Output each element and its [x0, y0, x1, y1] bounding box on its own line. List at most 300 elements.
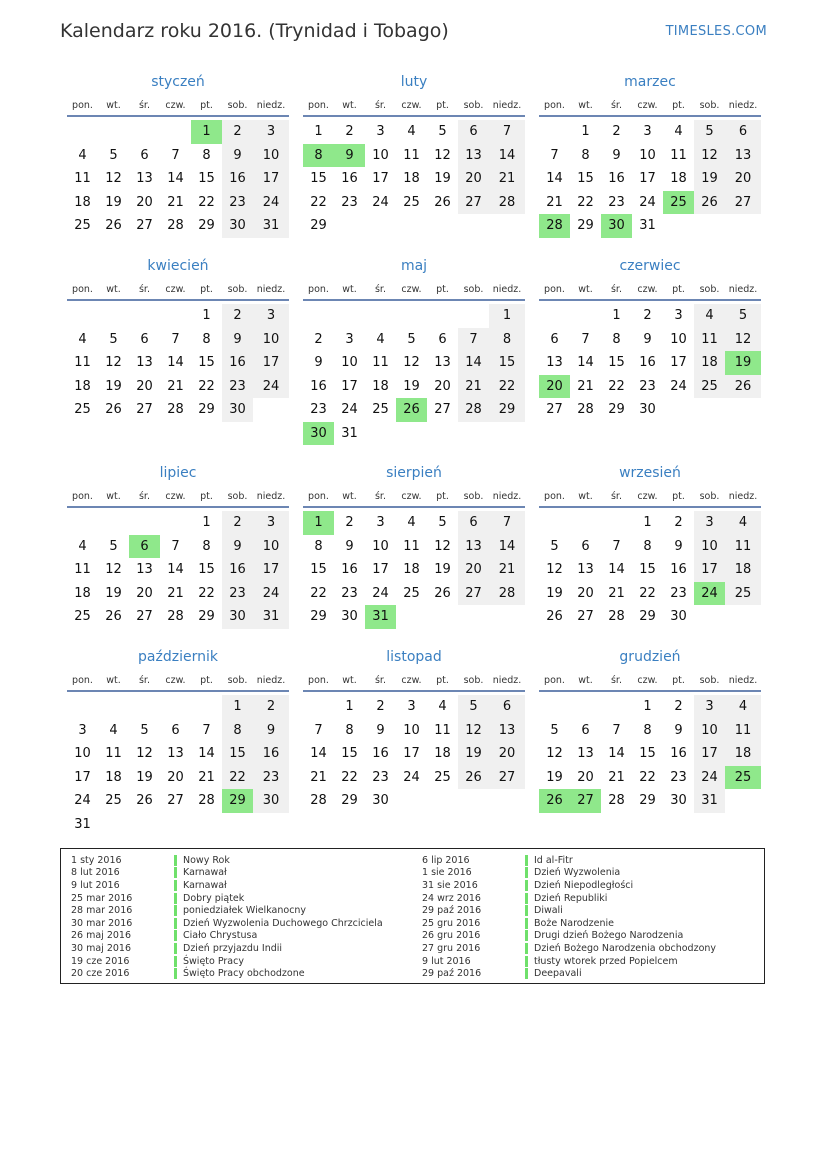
- week-row: [539, 191, 761, 215]
- day-cell: 25: [725, 766, 761, 790]
- day-cell: 21: [608, 585, 625, 601]
- weekday-label: niedz.: [492, 99, 522, 111]
- month-8: [303, 463, 525, 629]
- day-cell: 7: [458, 328, 489, 352]
- weekday-label: czw.: [165, 99, 186, 111]
- week-row: [539, 304, 761, 328]
- day-cell: 15: [222, 742, 253, 766]
- day-cell: 13: [577, 746, 594, 761]
- day-cell: 24: [694, 582, 725, 606]
- day-cell: 12: [546, 746, 563, 761]
- day-cell: 10: [403, 722, 420, 738]
- day-cell: 10: [253, 328, 289, 352]
- weekday-label: wt.: [342, 674, 357, 686]
- week-row: [67, 375, 289, 399]
- day-cell: 9: [345, 538, 354, 554]
- day-cell: 18: [725, 742, 761, 766]
- day-cell: 17: [372, 562, 389, 577]
- day-cell: 22: [639, 585, 656, 601]
- day-cell: 21: [310, 769, 327, 785]
- day-cell: [396, 789, 427, 813]
- day-cell: 28: [577, 402, 594, 417]
- weekday-label: sob.: [463, 490, 484, 502]
- day-cell: 4: [694, 304, 725, 328]
- holiday-entry: [71, 967, 383, 980]
- day-cell: 18: [694, 351, 725, 375]
- day-cell: 8: [612, 331, 621, 347]
- day-cell: 21: [577, 378, 594, 394]
- day-cell: 5: [458, 695, 489, 719]
- day-cell: 27: [546, 402, 563, 417]
- day-cell: 23: [608, 194, 625, 210]
- day-cell: 1: [612, 308, 621, 323]
- day-cell: [427, 422, 458, 446]
- day-cell: [396, 605, 427, 629]
- holiday-date: 1 sie 2016: [422, 867, 472, 879]
- day-cell: 4: [438, 699, 447, 714]
- holiday-entry: [71, 904, 383, 917]
- day-cell: 5: [109, 538, 118, 554]
- weekday-header: [303, 487, 525, 505]
- day-cell: 18: [372, 378, 389, 394]
- day-cell: [365, 214, 396, 238]
- day-cell: 26: [105, 402, 122, 417]
- day-cell: [67, 304, 98, 328]
- day-cell: 25: [372, 402, 389, 417]
- day-cell: 2: [222, 120, 253, 144]
- day-cell: 3: [78, 722, 87, 738]
- day-cell: 29: [639, 793, 656, 808]
- week-row: [67, 304, 289, 328]
- weekday-label: pt.: [672, 674, 685, 686]
- month-name: luty: [400, 74, 428, 90]
- day-cell: 15: [198, 562, 215, 577]
- holiday-marker: [174, 880, 177, 891]
- day-cell: 1: [489, 304, 525, 328]
- day-cell: [570, 511, 601, 535]
- holiday-name: Drugi dzień Bożego Narodzenia: [534, 930, 684, 942]
- weekday-label: pon.: [308, 283, 329, 295]
- day-cell: 26: [396, 398, 427, 422]
- day-cell: 24: [694, 766, 725, 790]
- day-cell: 11: [74, 171, 91, 186]
- day-cell: 4: [78, 147, 87, 163]
- day-cell: 30: [639, 402, 656, 417]
- week-row: [303, 167, 525, 191]
- day-cell: 5: [725, 304, 761, 328]
- weekday-label: niedz.: [492, 674, 522, 686]
- weekday-label: pt.: [200, 490, 213, 502]
- day-cell: 31: [74, 816, 91, 832]
- weekday-header: [539, 671, 761, 689]
- day-cell: 2: [222, 304, 253, 328]
- weekday-label: pon.: [72, 99, 93, 111]
- day-cell: 26: [725, 375, 761, 399]
- day-cell: 5: [694, 120, 725, 144]
- month-rule: [303, 299, 525, 301]
- holiday-marker: [174, 905, 177, 916]
- day-cell: 30: [303, 422, 334, 446]
- day-cell: [253, 398, 289, 422]
- day-cell: 4: [674, 124, 683, 139]
- day-cell: 11: [725, 535, 761, 559]
- day-cell: 29: [341, 793, 358, 808]
- day-cell: 13: [458, 535, 489, 559]
- day-cell: [458, 789, 489, 813]
- holiday-entry: [71, 854, 383, 867]
- day-cell: 28: [489, 191, 525, 215]
- day-cell: 10: [694, 719, 725, 743]
- month-4: [67, 256, 289, 422]
- holiday-legend: [60, 848, 765, 984]
- day-cell: 21: [608, 769, 625, 785]
- day-cell: 27: [725, 191, 761, 215]
- day-cell: 16: [253, 742, 289, 766]
- day-cell: [160, 695, 191, 719]
- day-cell: 14: [489, 144, 525, 168]
- week-row: [67, 511, 289, 535]
- day-cell: 27: [434, 402, 451, 417]
- day-cell: [725, 789, 761, 813]
- day-cell: 28: [167, 402, 184, 417]
- week-row: [539, 167, 761, 191]
- day-cell: 12: [725, 328, 761, 352]
- day-cell: 23: [639, 378, 656, 394]
- weekday-label: śr.: [610, 99, 622, 111]
- day-cell: 18: [74, 378, 91, 394]
- weekday-label: wt.: [342, 490, 357, 502]
- holiday-name: Dzień Republiki: [534, 892, 608, 904]
- day-cell: 21: [167, 378, 184, 394]
- week-row: [67, 328, 289, 352]
- day-cell: 6: [129, 535, 160, 559]
- day-cell: 7: [581, 331, 590, 347]
- holiday-date: 9 lut 2016: [71, 879, 120, 891]
- day-cell: [489, 214, 525, 238]
- day-cell: 28: [458, 398, 489, 422]
- weekday-label: śr.: [138, 490, 150, 502]
- day-cell: 25: [105, 793, 122, 808]
- day-cell: 24: [253, 375, 289, 399]
- day-cell: 22: [639, 769, 656, 785]
- holiday-date: 9 lut 2016: [422, 955, 471, 967]
- day-cell: 12: [105, 171, 122, 186]
- weekday-header: [303, 96, 525, 114]
- day-cell: 11: [434, 722, 451, 738]
- day-cell: 30: [372, 793, 389, 808]
- day-cell: 19: [434, 171, 451, 186]
- day-cell: 8: [345, 722, 354, 738]
- day-cell: 1: [314, 124, 323, 139]
- day-cell: 4: [376, 331, 385, 347]
- day-cell: 17: [341, 378, 358, 394]
- site-link[interactable]: TIMESLES.COM: [665, 24, 767, 39]
- weekday-label: pt.: [436, 283, 449, 295]
- month-name: czerwiec: [619, 258, 681, 274]
- day-cell: 13: [167, 746, 184, 761]
- day-cell: 17: [694, 558, 725, 582]
- holiday-name: Święto Pracy: [183, 955, 244, 967]
- weekday-label: pt.: [672, 490, 685, 502]
- day-cell: 6: [140, 147, 149, 163]
- holiday-name: poniedziałek Wielkanocny: [183, 905, 307, 917]
- week-row: [303, 214, 525, 238]
- day-cell: 11: [403, 538, 420, 554]
- day-cell: [129, 511, 160, 535]
- day-cell: 1: [643, 515, 652, 530]
- day-cell: 17: [253, 167, 289, 191]
- day-cell: 13: [136, 355, 153, 370]
- day-cell: 5: [407, 331, 416, 347]
- day-cell: 11: [105, 746, 122, 761]
- day-cell: 8: [581, 147, 590, 163]
- day-cell: 16: [639, 355, 656, 370]
- weekday-label: niedz.: [256, 99, 286, 111]
- day-cell: 13: [136, 171, 153, 186]
- day-cell: 2: [674, 515, 683, 530]
- day-cell: 8: [202, 147, 211, 163]
- day-cell: 26: [434, 585, 451, 601]
- holiday-entry: [422, 930, 716, 943]
- day-cell: [396, 422, 427, 446]
- day-cell: 26: [105, 218, 122, 233]
- day-cell: 16: [310, 378, 327, 394]
- day-cell: 16: [222, 167, 253, 191]
- day-cell: 24: [639, 194, 656, 210]
- day-cell: 9: [334, 144, 365, 168]
- day-cell: 6: [458, 120, 489, 144]
- day-cell: 28: [608, 609, 625, 624]
- day-cell: [98, 695, 129, 719]
- day-cell: 1: [643, 699, 652, 714]
- day-cell: 29: [639, 609, 656, 624]
- day-cell: 8: [222, 719, 253, 743]
- day-cell: [725, 214, 761, 238]
- week-row: [67, 789, 289, 813]
- day-cell: 29: [310, 609, 327, 624]
- day-cell: [427, 605, 458, 629]
- weekday-label: sob.: [227, 490, 248, 502]
- day-cell: 29: [608, 402, 625, 417]
- page-title: Kalendarz roku 2016. (Trynidad i Tobago): [60, 20, 449, 42]
- day-cell: 11: [694, 328, 725, 352]
- day-cell: [365, 304, 396, 328]
- weekday-label: czw.: [165, 490, 186, 502]
- week-row: [303, 304, 525, 328]
- weekday-label: niedz.: [492, 490, 522, 502]
- week-row: [539, 695, 761, 719]
- week-row: [539, 742, 761, 766]
- weekday-label: sob.: [227, 674, 248, 686]
- holiday-date: 31 sie 2016: [422, 879, 478, 891]
- weekday-label: sob.: [699, 490, 720, 502]
- week-row: [539, 351, 761, 375]
- holiday-marker: [525, 956, 528, 967]
- day-cell: 2: [345, 124, 354, 139]
- day-cell: 29: [577, 218, 594, 233]
- day-cell: 17: [639, 171, 656, 186]
- week-row: [303, 695, 525, 719]
- weekday-header: [539, 487, 761, 505]
- day-cell: 21: [167, 585, 184, 601]
- week-row: [67, 191, 289, 215]
- day-cell: 8: [643, 538, 652, 554]
- weekday-label: pt.: [200, 283, 213, 295]
- holiday-entry: [71, 917, 383, 930]
- day-cell: 6: [140, 331, 149, 347]
- day-cell: 14: [608, 746, 625, 761]
- day-cell: 6: [438, 331, 447, 347]
- holiday-name: Dzień przyjazdu Indii: [183, 942, 283, 954]
- day-cell: [396, 304, 427, 328]
- weekday-label: pon.: [72, 490, 93, 502]
- day-cell: 25: [663, 191, 694, 215]
- month-name: sierpień: [386, 465, 442, 481]
- day-cell: 17: [403, 746, 420, 761]
- week-row: [539, 375, 761, 399]
- day-cell: 10: [372, 147, 389, 163]
- holiday-entry: [422, 942, 716, 955]
- week-row: [539, 789, 761, 813]
- day-cell: 18: [105, 769, 122, 785]
- day-cell: 22: [608, 378, 625, 394]
- month-11: [303, 647, 525, 813]
- day-cell: 2: [314, 331, 323, 347]
- day-cell: 12: [434, 147, 451, 163]
- day-cell: [67, 120, 98, 144]
- week-row: [303, 742, 525, 766]
- holiday-entry: [71, 879, 383, 892]
- weekday-label: pt.: [200, 99, 213, 111]
- month-rule: [303, 115, 525, 117]
- weekday-label: czw.: [401, 674, 422, 686]
- month-name: lipiec: [159, 465, 197, 481]
- day-cell: 9: [222, 144, 253, 168]
- weekday-label: niedz.: [256, 283, 286, 295]
- day-cell: 5: [550, 538, 559, 554]
- week-row: [303, 789, 525, 813]
- day-cell: 15: [608, 355, 625, 370]
- day-cell: 15: [198, 171, 215, 186]
- day-cell: 21: [458, 375, 489, 399]
- day-cell: 28: [167, 218, 184, 233]
- weekday-label: pt.: [436, 99, 449, 111]
- day-cell: 19: [105, 378, 122, 394]
- day-cell: 6: [171, 722, 180, 738]
- day-cell: 23: [670, 769, 687, 785]
- day-cell: 17: [253, 558, 289, 582]
- day-cell: 26: [136, 793, 153, 808]
- weekday-label: pt.: [436, 490, 449, 502]
- day-cell: 18: [74, 194, 91, 210]
- holiday-marker: [174, 867, 177, 878]
- day-cell: 24: [253, 191, 289, 215]
- holiday-date: 26 gru 2016: [422, 930, 481, 942]
- holiday-name: Dobry piątek: [183, 892, 245, 904]
- holiday-legend-left: [71, 854, 383, 980]
- day-cell: 26: [546, 609, 563, 624]
- week-row: [303, 351, 525, 375]
- day-cell: 25: [434, 769, 451, 785]
- day-cell: [539, 120, 570, 144]
- weekday-label: sob.: [227, 283, 248, 295]
- day-cell: [489, 605, 525, 629]
- weekday-label: śr.: [610, 674, 622, 686]
- day-cell: 29: [310, 218, 327, 233]
- day-cell: 10: [253, 535, 289, 559]
- day-cell: 23: [222, 582, 253, 606]
- day-cell: 16: [341, 562, 358, 577]
- holiday-date: 8 lut 2016: [71, 867, 120, 879]
- day-cell: [694, 398, 725, 422]
- day-cell: 16: [372, 746, 389, 761]
- day-cell: [458, 605, 489, 629]
- day-cell: 21: [167, 194, 184, 210]
- day-cell: 3: [407, 699, 416, 714]
- holiday-marker: [525, 943, 528, 954]
- day-cell: 15: [310, 562, 327, 577]
- day-cell: 23: [341, 194, 358, 210]
- day-cell: [334, 304, 365, 328]
- holiday-marker: [525, 968, 528, 979]
- day-cell: 7: [612, 538, 621, 554]
- day-cell: 14: [546, 171, 563, 186]
- day-cell: 19: [546, 769, 563, 785]
- day-cell: [160, 511, 191, 535]
- holiday-legend-right: [422, 854, 716, 980]
- day-cell: 24: [341, 402, 358, 417]
- day-cell: [129, 695, 160, 719]
- day-cell: 14: [489, 535, 525, 559]
- day-cell: 14: [577, 355, 594, 370]
- day-cell: 18: [403, 171, 420, 186]
- day-cell: 3: [694, 511, 725, 535]
- day-cell: 15: [310, 171, 327, 186]
- weekday-label: wt.: [578, 99, 593, 111]
- day-cell: 15: [639, 746, 656, 761]
- holiday-name: Nowy Rok: [183, 854, 230, 866]
- day-cell: 4: [725, 695, 761, 719]
- day-cell: [129, 813, 160, 837]
- day-cell: 31: [253, 214, 289, 238]
- day-cell: 30: [341, 609, 358, 624]
- day-cell: 30: [670, 609, 687, 624]
- holiday-entry: [422, 879, 716, 892]
- holiday-name: Karnawał: [183, 867, 227, 879]
- day-cell: 31: [253, 605, 289, 629]
- day-cell: [570, 695, 601, 719]
- day-cell: [129, 120, 160, 144]
- day-cell: [191, 813, 222, 837]
- month-7: [67, 463, 289, 629]
- month-5: [303, 256, 525, 445]
- day-cell: 14: [310, 746, 327, 761]
- week-row: [67, 558, 289, 582]
- day-cell: 23: [222, 375, 253, 399]
- day-cell: [98, 511, 129, 535]
- day-cell: 19: [403, 378, 420, 394]
- day-cell: 19: [694, 167, 725, 191]
- day-cell: 4: [725, 511, 761, 535]
- week-row: [303, 328, 525, 352]
- day-cell: 18: [725, 558, 761, 582]
- day-cell: 14: [198, 746, 215, 761]
- day-cell: [365, 422, 396, 446]
- day-cell: 9: [674, 538, 683, 554]
- month-rule: [67, 299, 289, 301]
- week-row: [539, 511, 761, 535]
- day-cell: 3: [376, 515, 385, 530]
